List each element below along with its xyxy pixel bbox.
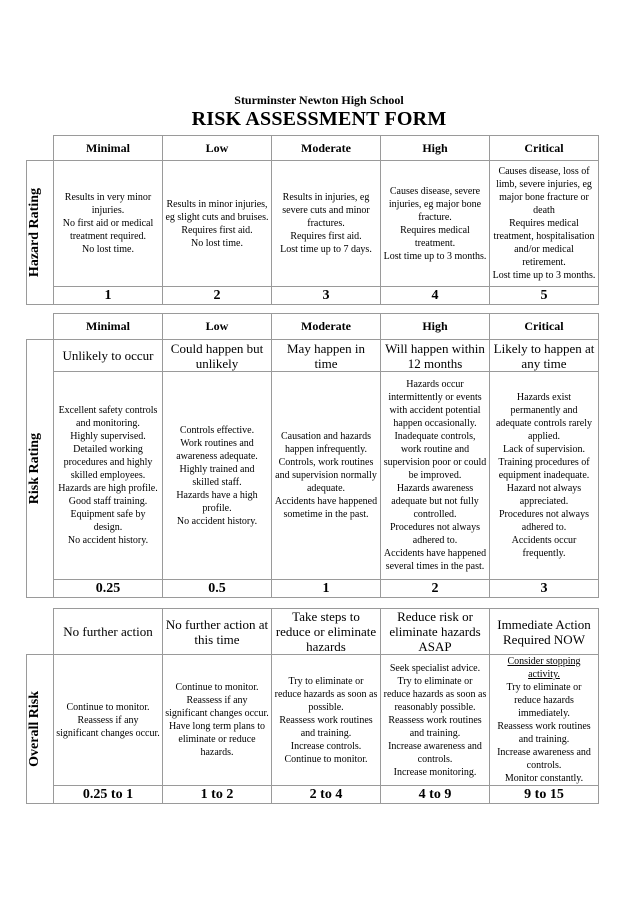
risk-desc-moderate-text: Causation and hazards happen infrequently. Controls, work routines and supervision normally adequate. Accidents have happened sometime in the past. [274, 431, 378, 520]
overall-action-low: No further action at this time [163, 609, 272, 655]
hazard-desc-low-text: Results in minor injuries, eg slight cuts and bruises. Requires first aid. No lost time. [165, 198, 269, 249]
risk-rating-table [26, 313, 599, 598]
hazard-rating-label: Hazard Rating [27, 187, 42, 278]
overall-risk-section [26, 608, 599, 804]
overall-desc-moderate-text: Try to eliminate or reduce hazards as soon as possible. Reassess work routines and training. Increase controls. Continue to monitor. [274, 675, 378, 765]
risk-score-3: 3 [490, 580, 599, 598]
overall-desc-high [381, 655, 490, 786]
risk-desc-critical-text: Hazards exist permanently and adequate controls rarely applied. Lack of supervision. Training procedures of equipment inadequate. Hazard not always appreciated. Procedures not always adhered to. Accidents occur frequently. [495, 392, 593, 559]
risk-desc-low-text: Controls effective. Work routines and awareness adequate. Highly trained and skilled staff. Hazards have a high profile. No accident history. [176, 424, 258, 527]
hazard-desc-critical [490, 161, 599, 287]
overall-desc-low [163, 655, 272, 786]
hazard-header-critical: Critical [490, 136, 599, 161]
hazard-rating-table [26, 135, 599, 305]
overall-range-critical: 9 to 15 [490, 786, 599, 804]
overall-action-high: Reduce risk or eliminate hazards ASAP [381, 609, 490, 655]
hazard-desc-high [381, 161, 490, 287]
risk-desc-minimal-text: Excellent safety controls and monitoring. Highly supervised. Detailed working procedures and highly skilled employees. Hazards are high profile. Good staff training. Equipment safe by design. No accident history. [58, 405, 158, 546]
hazard-header-moderate: Moderate [272, 136, 381, 161]
overall-desc-high-text: Seek specialist advice. Try to eliminate or reduce hazards as soon as reasonably possible. Reassess work routines and training. Increase awareness and controls. Increase monitoring. [383, 662, 487, 778]
hazard-desc-moderate [272, 161, 381, 287]
risk-header-high: High [381, 314, 490, 340]
hazard-score-4: 4 [381, 287, 490, 305]
overall-side-cell [27, 655, 54, 804]
risk-rating-section [26, 313, 599, 598]
hazard-header-low: Low [163, 136, 272, 161]
hazard-desc-moderate-text: Results in injuries, eg severe cuts and minor fractures. Requires first aid. Lost time up to 7 days. [280, 192, 372, 255]
risk-header-moderate: Moderate [272, 314, 381, 340]
hazard-score-1: 1 [54, 287, 163, 305]
hazard-corner [27, 136, 54, 161]
hazard-desc-high-text: Causes disease, severe injuries, eg major bone fracture. Requires medical treatment. Lost time up to 3 months. [383, 185, 487, 262]
overall-action-minimal: No further action [54, 609, 163, 655]
hazard-desc-low [163, 161, 272, 287]
hazard-header-high: High [381, 136, 490, 161]
hazard-header-minimal: Minimal [54, 136, 163, 161]
risk-header-critical: Critical [490, 314, 599, 340]
risk-score-1: 1 [272, 580, 381, 598]
hazard-desc-minimal-text: Results in very minor injuries. No first aid or medical treatment required. No lost time. [62, 192, 154, 255]
overall-desc-minimal-text: Continue to monitor. Reassess if any significant changes occur. [56, 701, 160, 739]
overall-range-minimal: 0.25 to 1 [54, 786, 163, 804]
risk-likelihood-critical: Likely to happen at any time [490, 340, 599, 372]
hazard-desc-minimal [54, 161, 163, 287]
hazard-score-2: 2 [163, 287, 272, 305]
overall-desc-moderate [272, 655, 381, 786]
risk-header-low: Low [163, 314, 272, 340]
risk-desc-minimal [54, 372, 163, 580]
overall-desc-minimal [54, 655, 163, 786]
overall-desc-critical [490, 655, 599, 786]
hazard-rating-section [26, 135, 599, 305]
overall-desc-critical-text: Try to eliminate or reduce hazards immediately. Reassess work routines and training. Increase awareness and controls. Monitor constantly. [497, 682, 591, 784]
risk-score-2: 2 [381, 580, 490, 598]
risk-rating-label: Risk Rating [27, 432, 42, 505]
risk-likelihood-low: Could happen but unlikely [163, 340, 272, 372]
overall-action-critical: Immediate Action Required NOW [490, 609, 599, 655]
overall-corner [27, 609, 54, 655]
risk-score-0-5: 0.5 [163, 580, 272, 598]
hazard-side-cell [27, 161, 54, 305]
overall-range-low: 1 to 2 [163, 786, 272, 804]
hazard-score-5: 5 [490, 287, 599, 305]
risk-side-cell [27, 340, 54, 598]
overall-action-moderate: Take steps to reduce or eliminate hazards [272, 609, 381, 655]
overall-desc-low-text: Continue to monitor. Reassess if any significant changes occur. Have long term plans to eliminate or reduce hazards. [165, 682, 269, 758]
risk-likelihood-moderate: May happen in time [272, 340, 381, 372]
overall-range-high: 4 to 9 [381, 786, 490, 804]
risk-desc-low [163, 372, 272, 580]
school-name: Sturminster Newton High School [234, 93, 404, 107]
hazard-score-3: 3 [272, 287, 381, 305]
overall-risk-label: Overall Risk [27, 691, 42, 767]
risk-score-0-25: 0.25 [54, 580, 163, 598]
risk-header-minimal: Minimal [54, 314, 163, 340]
risk-desc-high [381, 372, 490, 580]
risk-desc-critical [490, 372, 599, 580]
overall-critical-stop-activity: Consider stopping activity. [507, 656, 581, 680]
risk-desc-moderate [272, 372, 381, 580]
risk-likelihood-minimal: Unlikely to occur [54, 340, 163, 372]
risk-likelihood-high: Will happen within 12 months [381, 340, 490, 372]
hazard-desc-critical-text: Causes disease, loss of limb, severe injuries, eg major bone fracture or death Requires medical treatment, hospitalisation and/or medical retirement. Lost time up to 3 months. [492, 166, 596, 281]
risk-corner [27, 314, 54, 340]
risk-desc-high-text: Hazards occur intermittently or events with accident potential happen occasionally. Inadequate controls, work routine and supervision poor or could be improved. Hazards awareness adequate but not fully controlled. Procedures not always adhered to. Accidents have happened several times in the past. [383, 379, 487, 572]
form-title: RISK ASSESSMENT FORM [191, 108, 447, 130]
overall-risk-table [26, 608, 599, 804]
overall-range-moderate: 2 to 4 [272, 786, 381, 804]
